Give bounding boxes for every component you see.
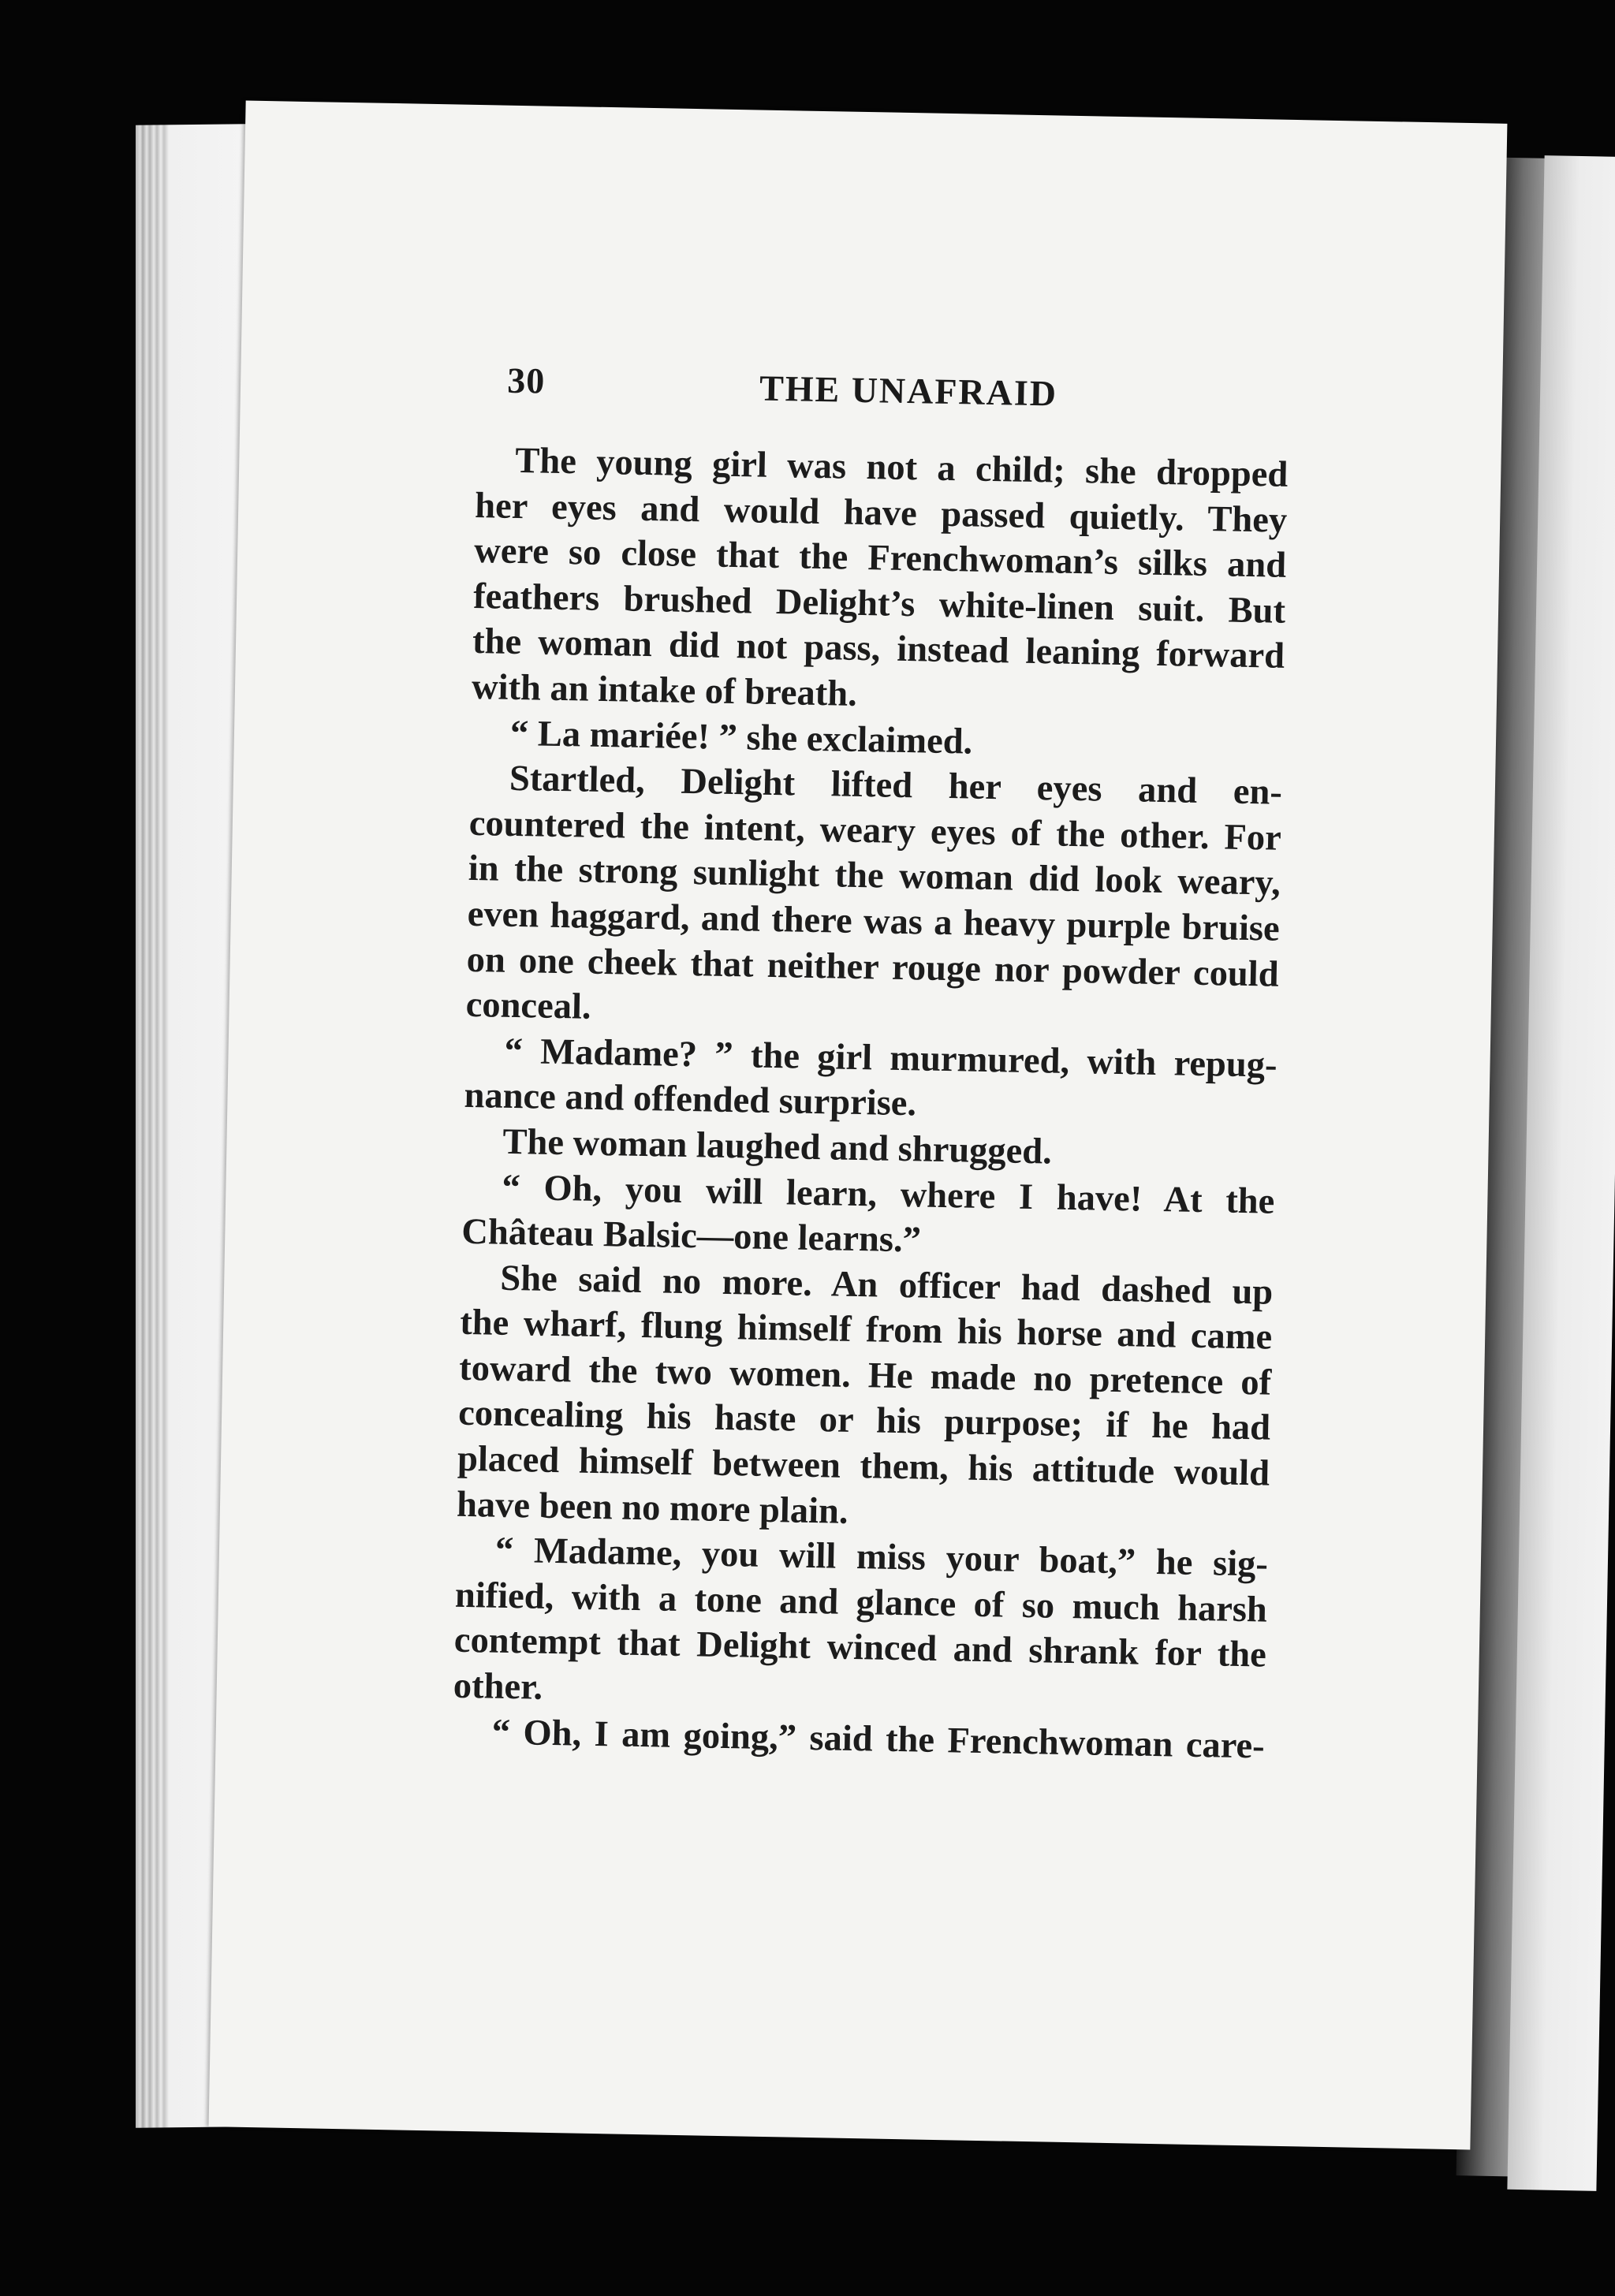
- text-line: even haggard, and there was a heavy purple bruise: [467, 893, 1281, 949]
- text-line: Startled, Delight lifted her eyes and en-: [509, 758, 1283, 813]
- text-line: Château Balsic—one learns.”: [461, 1211, 922, 1261]
- text-line: the woman did not pass, instead leaning forward: [472, 621, 1285, 677]
- text-line: conceal.: [465, 984, 591, 1027]
- text-line: concealing his haste or his purpose; if he had: [457, 1393, 1271, 1449]
- text-line: were so close that the Frenchwoman’s silks and: [473, 531, 1287, 587]
- page-number: 30: [506, 360, 546, 401]
- text-line: nance and offended surprise.: [464, 1075, 917, 1124]
- paragraph: [465, 755, 1282, 1042]
- paragraph: [453, 1527, 1268, 1724]
- text-line: placed himself between them, his attitude would: [457, 1438, 1270, 1494]
- paragraph: [472, 438, 1289, 725]
- text-line: The woman laughed and shrugged.: [502, 1121, 1053, 1172]
- text-line: other.: [453, 1665, 543, 1708]
- book-page: [209, 101, 1508, 2150]
- text-line: “ Madame? ” the girl murmured, with repug-: [504, 1031, 1277, 1086]
- text-line: toward the two women. He made no pretence of: [458, 1347, 1272, 1403]
- paragraph: [461, 1164, 1275, 1269]
- text-line: contempt that Delight winced and shrank for the: [453, 1620, 1267, 1676]
- text-line: with an intake of breath.: [471, 666, 858, 714]
- text-line: “ La mariée! ” she exclaimed.: [509, 713, 973, 762]
- body-text: [452, 438, 1288, 1769]
- text-line: nified, with a tone and glance of so much harsh: [454, 1575, 1268, 1631]
- text-line: The young girl was not a child; she dropped: [514, 440, 1289, 495]
- text-line: feathers brushed Delight’s white-linen suit. But: [472, 576, 1286, 632]
- text-line: “ Oh, you will learn, where I have! At the: [502, 1167, 1275, 1222]
- text-line: in the strong sunlight the woman did look weary,: [468, 848, 1281, 904]
- text-line: have been no more plain.: [456, 1484, 849, 1532]
- text-line: on one cheek that neither rouge nor powder could: [466, 939, 1280, 995]
- paragraph: [457, 1254, 1274, 1541]
- text-line: She said no more. An officer had dashed up: [499, 1258, 1274, 1313]
- text-line: “ Oh, I am going,” said the Frenchwoman care-: [491, 1712, 1266, 1767]
- text-line: countered the intent, weary eyes of the other. For: [468, 803, 1282, 859]
- text-line: the wharf, flung himself from his horse and came: [459, 1303, 1273, 1358]
- page-header: [506, 360, 1359, 430]
- text-line: her eyes and would have passed quietly. They: [474, 485, 1288, 541]
- running-title: THE UNAFRAID: [759, 367, 1058, 414]
- paragraph: [464, 1028, 1277, 1134]
- text-line: “ Madame, you will miss your boat,” he sig-: [494, 1530, 1269, 1585]
